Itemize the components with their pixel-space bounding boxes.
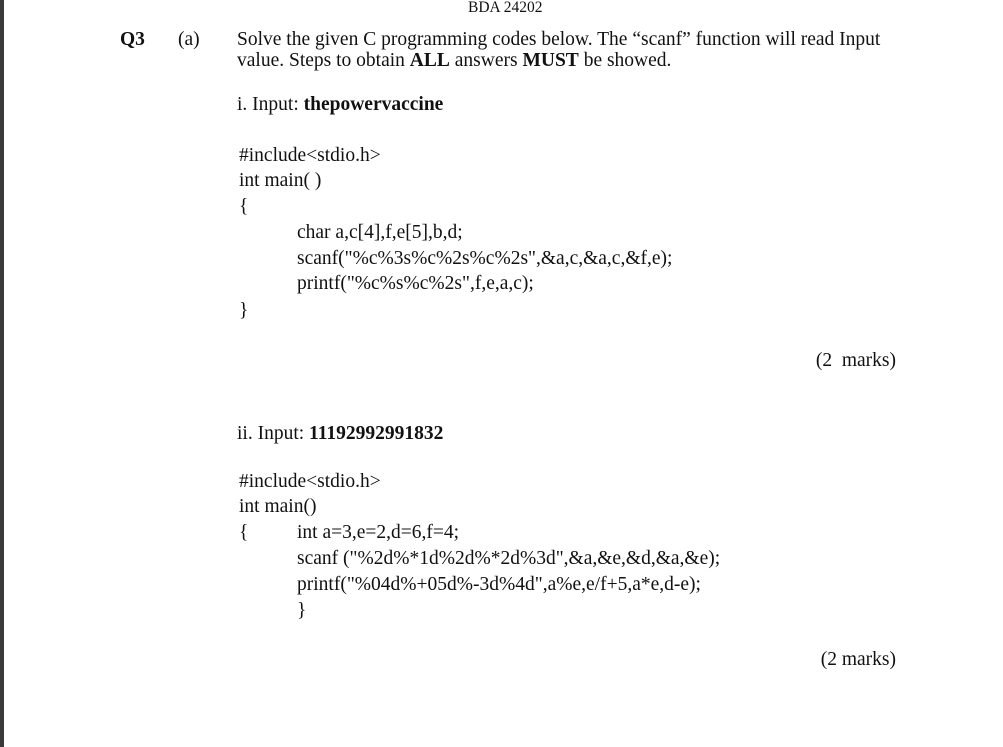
page-header-code: BDA 24202 — [468, 0, 543, 16]
question-prompt-line2: value. Steps to obtain ALL answers MUST be showed. — [237, 50, 672, 71]
sub-i-input: i. Input: thepowervaccine — [237, 94, 444, 115]
sub-ii-input-value: 11192992991832 — [309, 423, 444, 444]
sub-i-code-open-brace: { — [239, 196, 249, 217]
sub-ii-code-line3: printf("%04d%+05d%-3d%4d",a%e,e/f+5,a*e,d-e); — [297, 574, 701, 595]
sub-i-code-include: #include<stdio.h> — [239, 145, 381, 166]
page-left-border — [0, 0, 4, 747]
sub-ii-input: ii. Input: 11192992991832 — [237, 423, 444, 444]
emphasis-must: MUST — [522, 50, 579, 71]
sub-ii-code-close-brace: } — [297, 600, 307, 621]
emphasis-all: ALL — [409, 50, 450, 71]
sub-i-code-line3: printf("%c%s%c%2s",f,e,a,c); — [297, 273, 534, 294]
sub-i-code-line1: char a,c[4],f,e[5],b,d; — [297, 222, 463, 243]
question-prompt-line1: Solve the given C programming codes below. The “scanf” function will read Input — [237, 29, 881, 50]
sub-i-input-value: thepowervaccine — [303, 94, 444, 115]
sub-i-code-close-brace: } — [239, 300, 249, 321]
sub-i-marks: (2 marks) — [815, 350, 896, 371]
sub-ii-code-include: #include<stdio.h> — [239, 471, 381, 492]
sub-ii-code-line1: int a=3,e=2,d=6,f=4; — [297, 522, 460, 543]
question-part: (a) — [178, 29, 200, 50]
sub-ii-code-open-brace: { — [239, 522, 249, 543]
sub-i-code-line2: scanf("%c%3s%c%2s%c%2s",&a,c,&a,c,&f,e); — [297, 248, 673, 269]
sub-ii-code-line2: scanf ("%2d%*1d%2d%*2d%3d",&a,&e,&d,&a,&e); — [297, 548, 721, 569]
sub-ii-code-main: int main() — [239, 496, 317, 517]
question-number: Q3 — [120, 29, 145, 50]
sub-i-code-main: int main( ) — [239, 170, 322, 191]
sub-ii-marks: (2 marks) — [820, 649, 896, 670]
